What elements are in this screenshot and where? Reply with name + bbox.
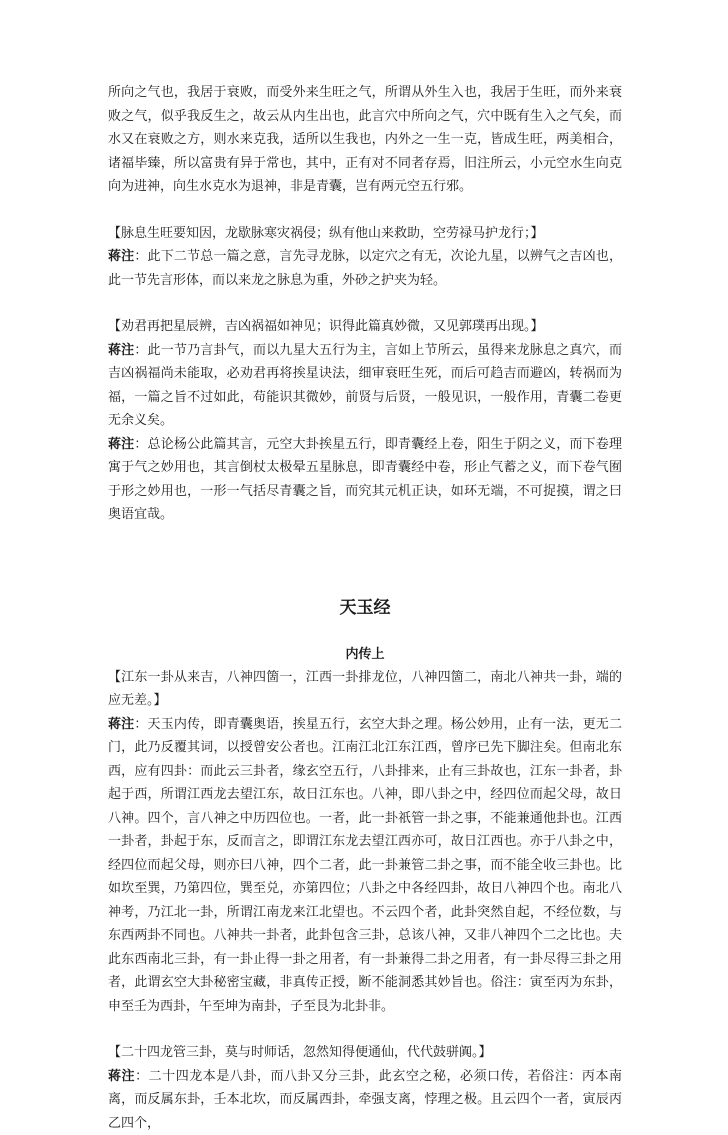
annotation-paragraph bbox=[108, 1065, 622, 1135]
paragraph-gap bbox=[108, 199, 622, 222]
annotation-label: 蒋注 bbox=[108, 1069, 135, 1084]
document-page bbox=[108, 81, 622, 1135]
annotation-label: 蒋注 bbox=[108, 249, 134, 264]
annotation-text: ：此一节乃言卦气，而以九星大五行为主，言如上节所云，虽得来龙脉息之真穴，而吉凶祸福尚未能取，必劝君再将挨星诀法，细审衰旺生死，而后可趋吉而避凶，转祸而为福，一篇之旨不过如此，苟能识其微妙，前贤与后贤，一般见识，一般作用，青囊二卷更无余义矣。 bbox=[108, 343, 622, 429]
annotation-label: 蒋注 bbox=[108, 717, 134, 732]
annotation-paragraph bbox=[108, 713, 622, 1019]
annotation-text: ：总论杨公此篇其言，元空大卦挨星五行，即青囊经上卷，阳生于阴之义，而下卷理寓于气之妙用也，其言倒杖太极晕五星脉息，即青囊经中卷，形止气蓄之义，而下卷气囿于形之妙用也，一形一气括尽青囊之旨，而究其元机正诀，如环无端，不可捉摸，谓之曰奥语宜哉。 bbox=[108, 437, 622, 523]
annotation-paragraph bbox=[108, 245, 622, 292]
verse-paragraph: 【二十四龙管三卦，莫与时师话，忽然知得便通仙，代代鼓骈阗。】 bbox=[108, 1041, 622, 1065]
chapter-title: 天玉经 bbox=[108, 595, 622, 621]
annotation-paragraph bbox=[108, 339, 622, 433]
verse-paragraph: 【江东一卦从来吉，八神四箇一，江西一卦排龙位，八神四箇二，南北八神共一卦，端的应无差。】 bbox=[108, 666, 622, 713]
paragraph-gap bbox=[108, 292, 622, 315]
verse-paragraph: 【劝君再把星辰辨，吉凶祸福如神见；识得此篇真妙微，又见郭璞再出现。】 bbox=[108, 315, 622, 339]
annotation-text: ：二十四龙本是八卦，而八卦又分三卦，此玄空之秘，必须口传，若俗注：丙本南离，而反属东卦，壬本北坎，而反属西卦，牵强支离，悖理之极。且云四个一者，寅辰丙乙四个， bbox=[108, 1069, 622, 1131]
annotation-text: ：天玉内传，即青囊奥语，挨星五行，玄空大卦之理。杨公妙用，止有一法，更无二门，此乃反覆其词，以授曾安公者也。江南江北江东江西，曾序已先下脚注矣。但南北东西，应有四卦：而此云三卦者，缘玄空五行，八卦排来，止有三卦故也，江东一卦者，卦起于西，所谓江西龙去望江东，故日江东也。八神，即八卦之中，经四位而起父母，故日八神。四个，言八神之中历四位也。一者，此一卦祇管一卦之事，不能兼通他卦也。江西一卦者，卦起于东，反而言之，即谓江东龙去望江西亦可，故日江西也。亦于八卦之中，经四位而起父母，则亦曰八神，四个二者，此一卦兼管二卦之事，而不能全收三卦也。比如坎至巽，乃第四位，巽至兑，亦第四位；八卦之中各经四卦，故日八神四个也。南北八神考，乃江北一卦，所谓江南龙来江北望也。不云四个者，此卦突然自起，不经位数，与东西两卦不同也。八神共一卦者，此卦包含三卦，总该八神，又非八神四个二之比也。夫此东西南北三卦，有一卦止得一卦之用者，有一卦兼得二卦之用者，有一卦尽得三卦之用者，此谓玄空大卦秘密宝藏，非真传正授，断不能洞悉其妙旨也。俗注：寅至丙为东卦，申至壬为西卦，午至坤为南卦，子至艮为北卦非。 bbox=[108, 717, 622, 1014]
annotation-label: 蒋注 bbox=[108, 343, 134, 358]
annotation-text: ：此下二节总一篇之意，言先寻龙脉，以定穴之有无，次论九星，以辨气之吉凶也，此一节先言形体，而以来龙之脉息为重，外砂之护夹为轻。 bbox=[108, 249, 622, 288]
verse-paragraph: 【脉息生旺要知因，龙歇脉寒灾祸侵；纵有他山来救助，空劳禄马护龙行；】 bbox=[108, 222, 622, 246]
section-gap bbox=[108, 527, 622, 595]
annotation-label: 蒋注 bbox=[108, 437, 134, 452]
annotation-paragraph bbox=[108, 433, 622, 527]
section-subtitle: 内传上 bbox=[108, 643, 622, 666]
commentary-paragraph: 所向之气也，我居于衰败，而受外来生旺之气，所谓从外生入也，我居于生旺，而外来衰败之气，似乎我反生之，故云从内生出也，此言穴中所向之气，穴中既有生入之气矣，而水又在衰败之方，则水来克我，适所以生我也，内外之一生一克，皆成生旺，两美相合，诸福毕臻，所以富贵有异于常也，其中，正有对不同者存焉，旧注所云，小元空水生向克向为进神，向生水克水为退神，非是青囊，岂有两元空五行邪。 bbox=[108, 81, 622, 199]
paragraph-gap bbox=[108, 1018, 622, 1041]
